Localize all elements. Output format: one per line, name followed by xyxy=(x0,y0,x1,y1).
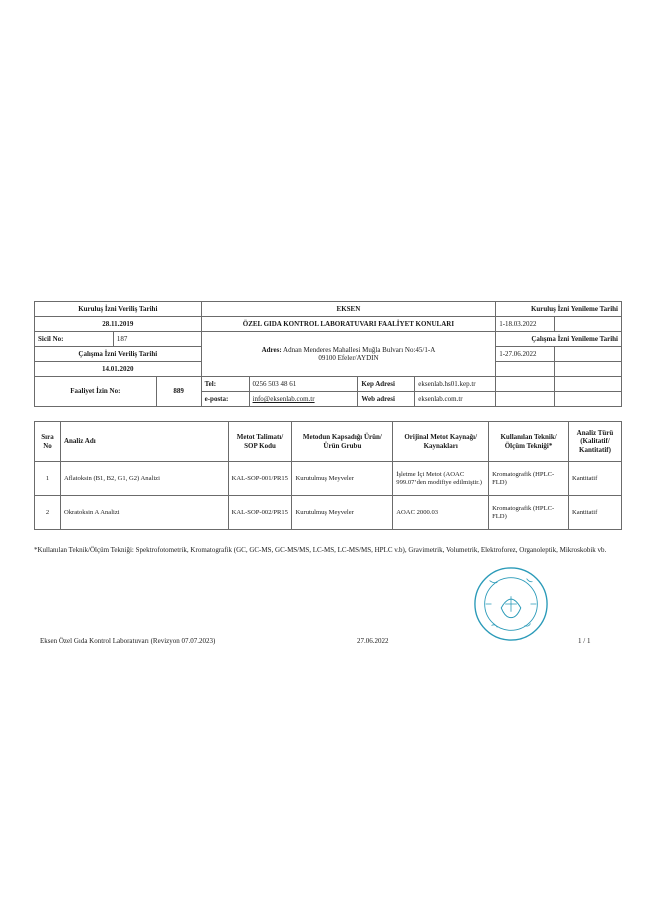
address xyxy=(201,332,496,377)
row-group: Kurutulmuş Meyveler xyxy=(292,496,393,530)
col-header-sop: Metot Talimatı/ SOP Kodu xyxy=(228,422,292,462)
address-line2: 09100 Efeler/AYDIN xyxy=(318,354,379,362)
col-header-group: Metodun Kapsadığı Ürün/ Ürün Grubu xyxy=(292,422,393,462)
address-label: Adres: xyxy=(261,345,282,354)
kurulus-label: Kuruluş İzni Veriliş Tarihi xyxy=(35,302,202,317)
col-header-no: Sıra No xyxy=(35,422,61,462)
row-sop: KAL-SOP-001/PR15 xyxy=(228,462,292,496)
row-no: 2 xyxy=(35,496,61,530)
col-header-technique: Kullanılan Teknik/ Ölçüm Tekniği* xyxy=(489,422,569,462)
sicil-label: Sicil No: xyxy=(35,332,114,347)
row-name: Okratoksin A Analizi xyxy=(60,496,228,530)
official-seal-icon xyxy=(472,565,550,643)
footer-revision: Eksen Özel Gıda Kontrol Laboratuvarı (Revizyon 07.07.2023) xyxy=(40,637,216,645)
email-label: e-posta: xyxy=(201,392,249,407)
footer-date: 27.06.2022 xyxy=(357,637,389,645)
table-row xyxy=(35,462,622,496)
email-link[interactable]: info@eksenlab.com.tr xyxy=(249,392,358,407)
tel-value: 0256 503 48 61 xyxy=(249,377,358,392)
header-table xyxy=(34,301,622,407)
kurulus-date: 28.11.2019 xyxy=(35,317,202,332)
row-type: Kantitatif xyxy=(569,496,622,530)
row-source: AOAC 2000.03 xyxy=(393,496,489,530)
row-sop: KAL-SOP-002/PR15 xyxy=(228,496,292,530)
calisma-date: 14.01.2020 xyxy=(35,362,202,377)
renewal-label-1: Kuruluş İzni Yenileme Tarihi xyxy=(496,302,622,317)
row-technique: Kromatografik (HPLC-FLD) xyxy=(489,496,569,530)
faaliyet-value: 889 xyxy=(156,377,201,407)
row-source: İşletme İçi Metot (AOAC 999.07’den modifiye edilmiştir.) xyxy=(393,462,489,496)
kep-label: Kep Adresi xyxy=(358,377,415,392)
col-header-name: Analiz Adı xyxy=(60,422,228,462)
col-header-type: Analiz Türü (Kalitatif/ Kantitatif) xyxy=(569,422,622,462)
row-group: Kurutulmuş Meyveler xyxy=(292,462,393,496)
row-no: 1 xyxy=(35,462,61,496)
web-value: eksenlab.com.tr xyxy=(415,392,496,407)
calisma-label: Çalışma İzni Veriliş Tarihi xyxy=(35,347,202,362)
technique-footnote: *Kullanılan Teknik/Ölçüm Tekniği: Spektrofotometrik, Kromatografik (GC, GC-MS, GC-MS/MS, LC-MS, LC-MS/MS, HPLC v.b), Gravimetrik, Volumetrik, Elektroforez, Organoleptik, Mikroskobik vb. xyxy=(34,546,607,554)
row-type: Kantitatif xyxy=(569,462,622,496)
renewal-value-2: 1-27.06.2022 xyxy=(496,347,555,362)
renewal-label-2: Çalışma İzni Yenileme Tarihi xyxy=(496,332,622,347)
tel-label: Tel: xyxy=(201,377,249,392)
row-technique: Kromatografik (HPLC-FLD) xyxy=(489,462,569,496)
faaliyet-label: Faaliyet İzin No: xyxy=(35,377,157,407)
address-line1: Adnan Menderes Mahallesi Muğla Bulvarı No:45/1-A xyxy=(283,345,436,354)
lab-name: EKSEN xyxy=(201,302,496,317)
web-label: Web adresi xyxy=(358,392,415,407)
analysis-table xyxy=(34,421,622,530)
footer-page: 1 / 1 xyxy=(578,637,591,645)
col-header-source: Orijinal Metot Kaynağı/ Kaynakları xyxy=(393,422,489,462)
lab-subtitle: ÖZEL GIDA KONTROL LABORATUVARI FAALİYET KONULARI xyxy=(201,317,496,332)
row-name: Aflatoksin (B1, B2, G1, G2) Analizi xyxy=(60,462,228,496)
table-row xyxy=(35,496,622,530)
renewal-value-1: 1-18.03.2022 xyxy=(496,317,555,332)
sicil-value: 187 xyxy=(113,332,201,347)
kep-value: eksenlab.hs01.kep.tr xyxy=(415,377,496,392)
